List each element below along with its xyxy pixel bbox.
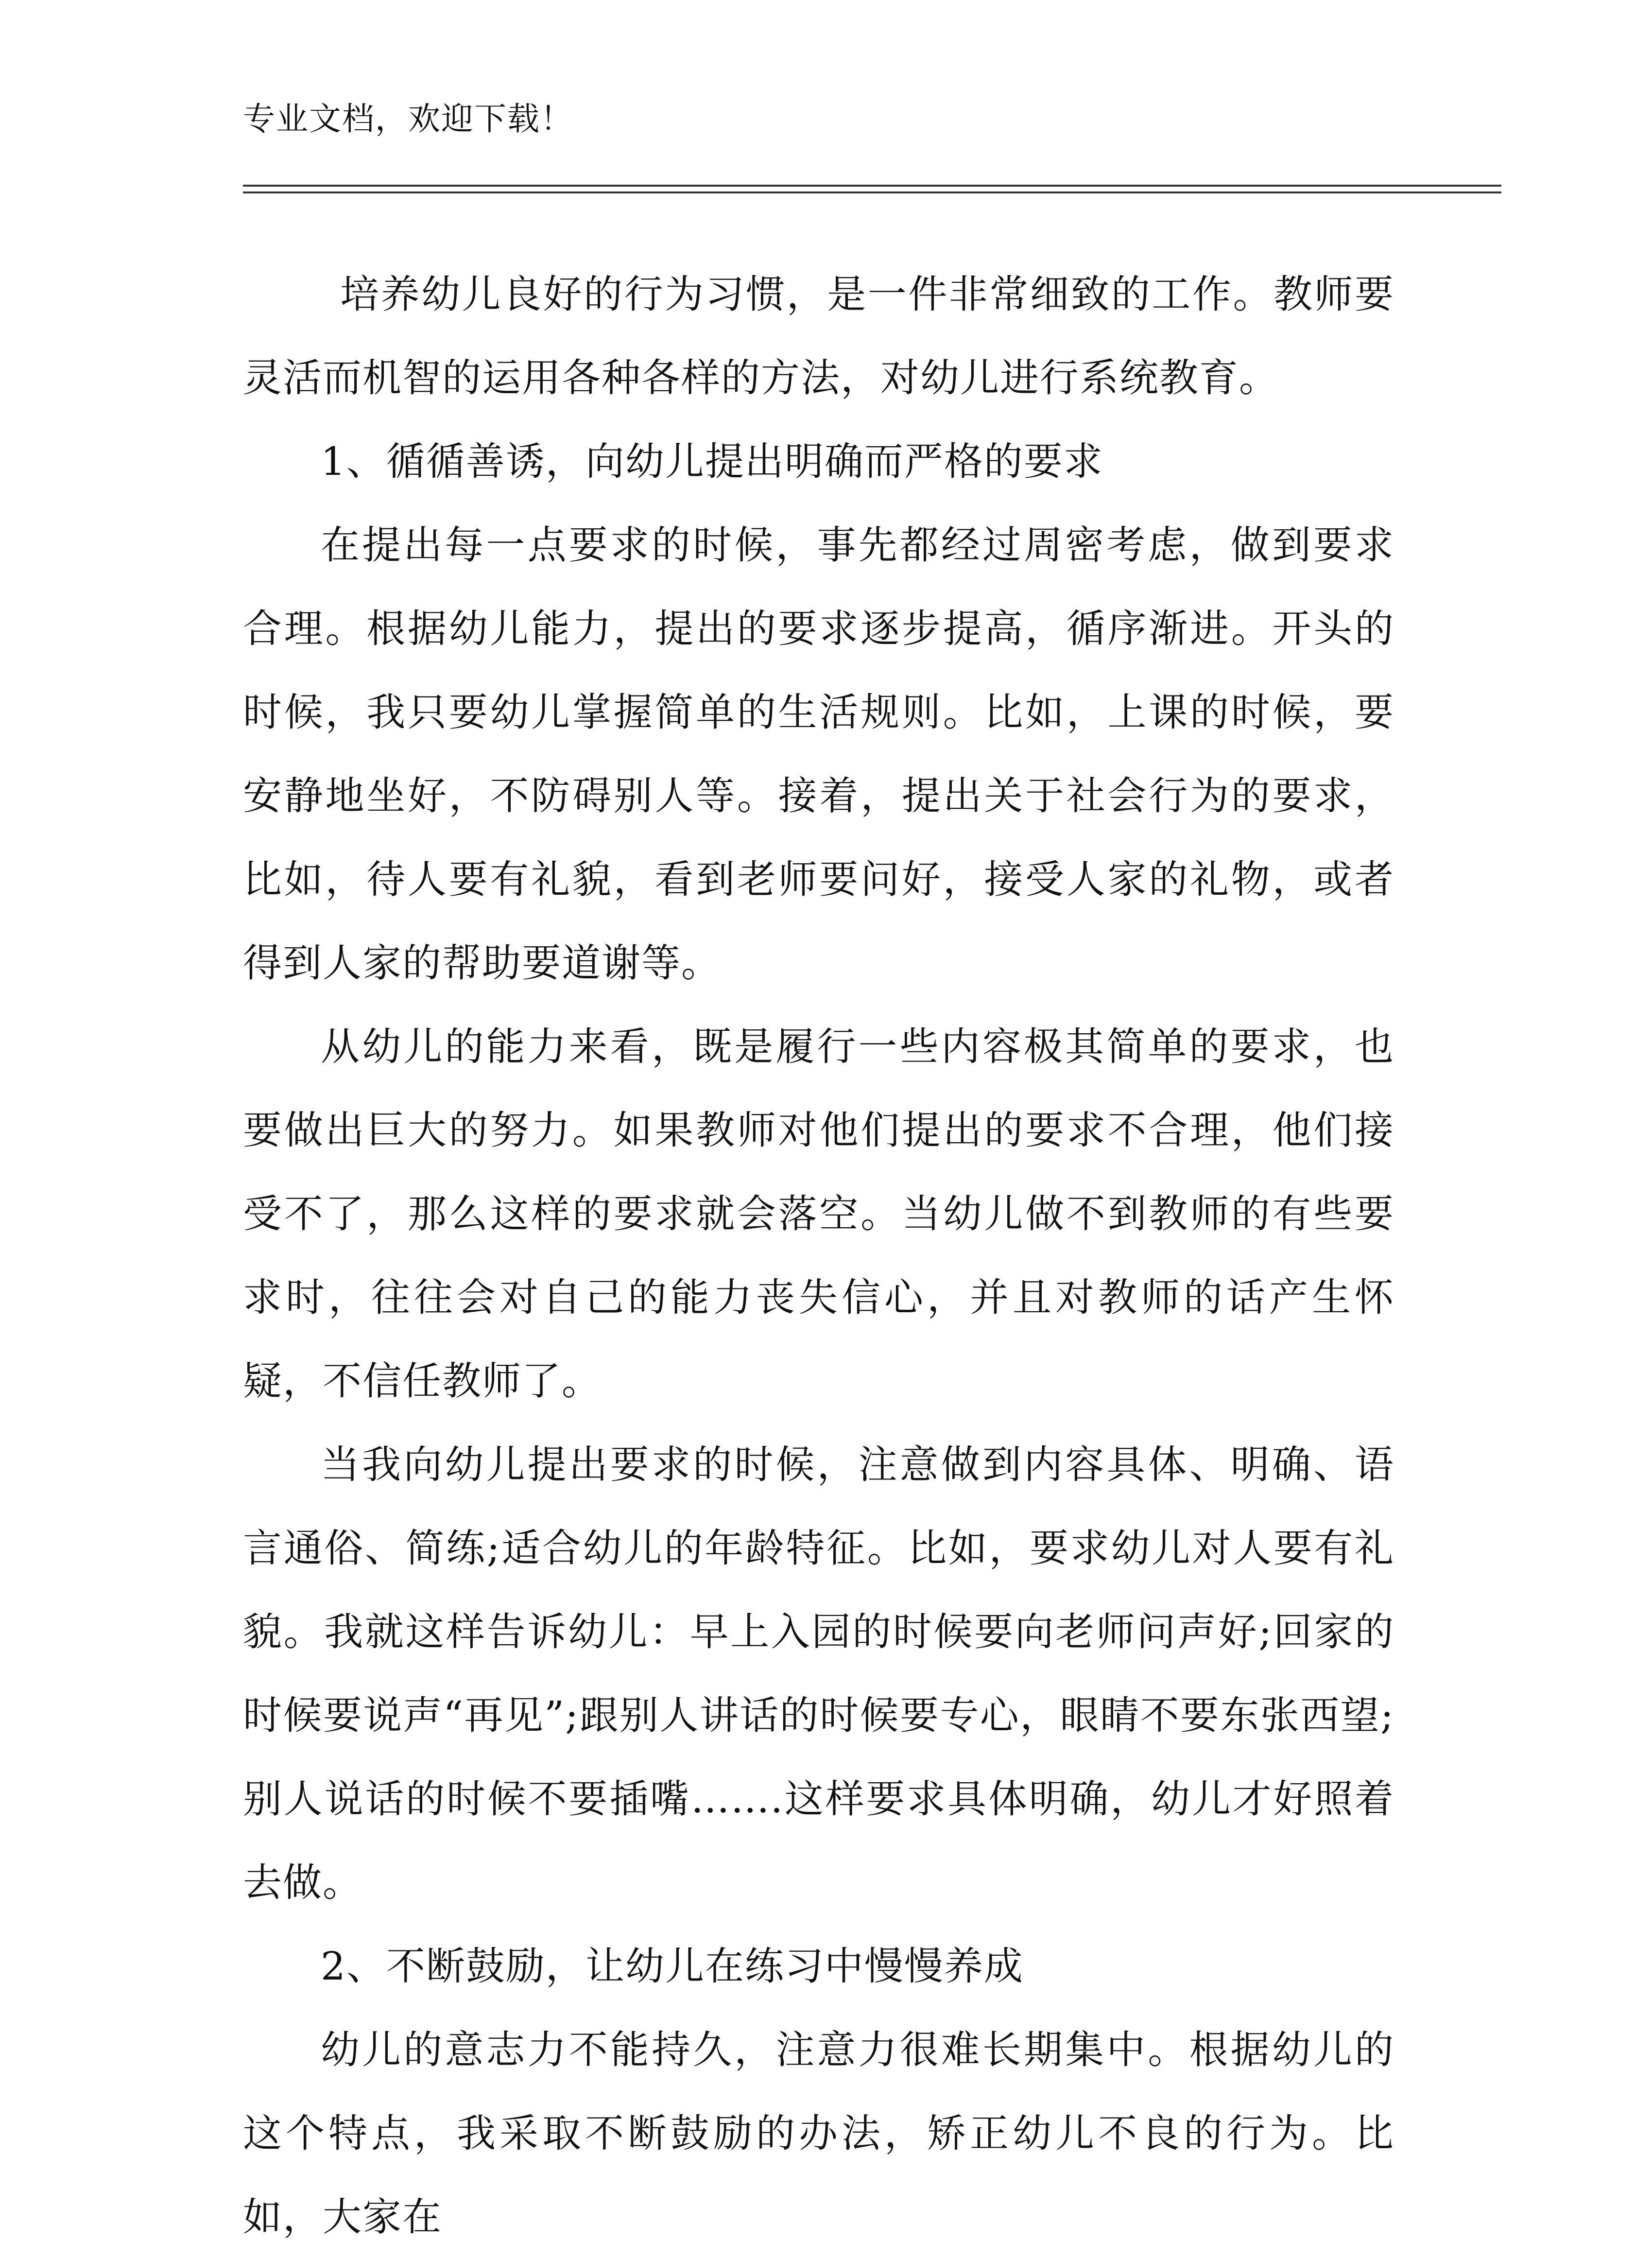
paragraph: 在提出每一点要求的时候，事先都经过周密考虑，做到要求合理。根据幼儿能力，提出的要求逐步提高，循序渐进。开头的时候，我只要幼儿掌握简单的生活规则。比如，上课的时候，要安静地坐好，不防碍别人等。接着，提出关于社会行为的要求，比如，待人要有礼貌，看到老师要问好，接受人家的礼物，或者得到人家的帮助要道谢等。 xyxy=(243,522,1394,986)
section-heading-2: 2、不断鼓励，让幼儿在练习中慢慢养成 xyxy=(321,1944,1024,1989)
document-body xyxy=(243,253,1394,2259)
paragraph: 从幼儿的能力来看，既是履行一些内容极其简单的要求，也要做出巨大的努力。如果教师对他们提出的要求不合理，他们接受不了，那么这样的要求就会落空。当幼儿做不到教师的有些要求时，往往会对自己的能力丧失信心，并且对教师的话产生怀疑，不信任教师了。 xyxy=(243,1024,1394,1404)
section-heading-1: 1、循循善诱，向幼儿提出明确而严格的要求 xyxy=(321,439,1103,484)
header-divider xyxy=(243,185,1501,193)
paragraph: 幼儿的意志力不能持久，注意力很难长期集中。根据幼儿的这个特点，我采取不断鼓励的办法，矫正幼儿不良的行为。比如，大家在 xyxy=(243,2027,1394,2240)
paragraph: 当我向幼儿提出要求的时候，注意做到内容具体、明确、语言通俗、简练;适合幼儿的年龄特征。比如，要求幼儿对人要有礼貌。我就这样告诉幼儿：早上入园的时候要向老师问声好;回家的时候要说声“再见”;跟别人讲话的时候要专心，眼睛不要东张西望;别人说话的时候不要插嘴…….这样要求具体明确，幼儿才好照着去做。 xyxy=(243,1442,1394,1905)
page-header: 专业文档，欢迎下载！ xyxy=(243,100,573,138)
paragraph-intro: 培养幼儿良好的行为习惯，是一件非常细致的工作。教师要灵活而机智的运用各种各样的方法，对幼儿进行系统教育。 xyxy=(243,272,1394,400)
